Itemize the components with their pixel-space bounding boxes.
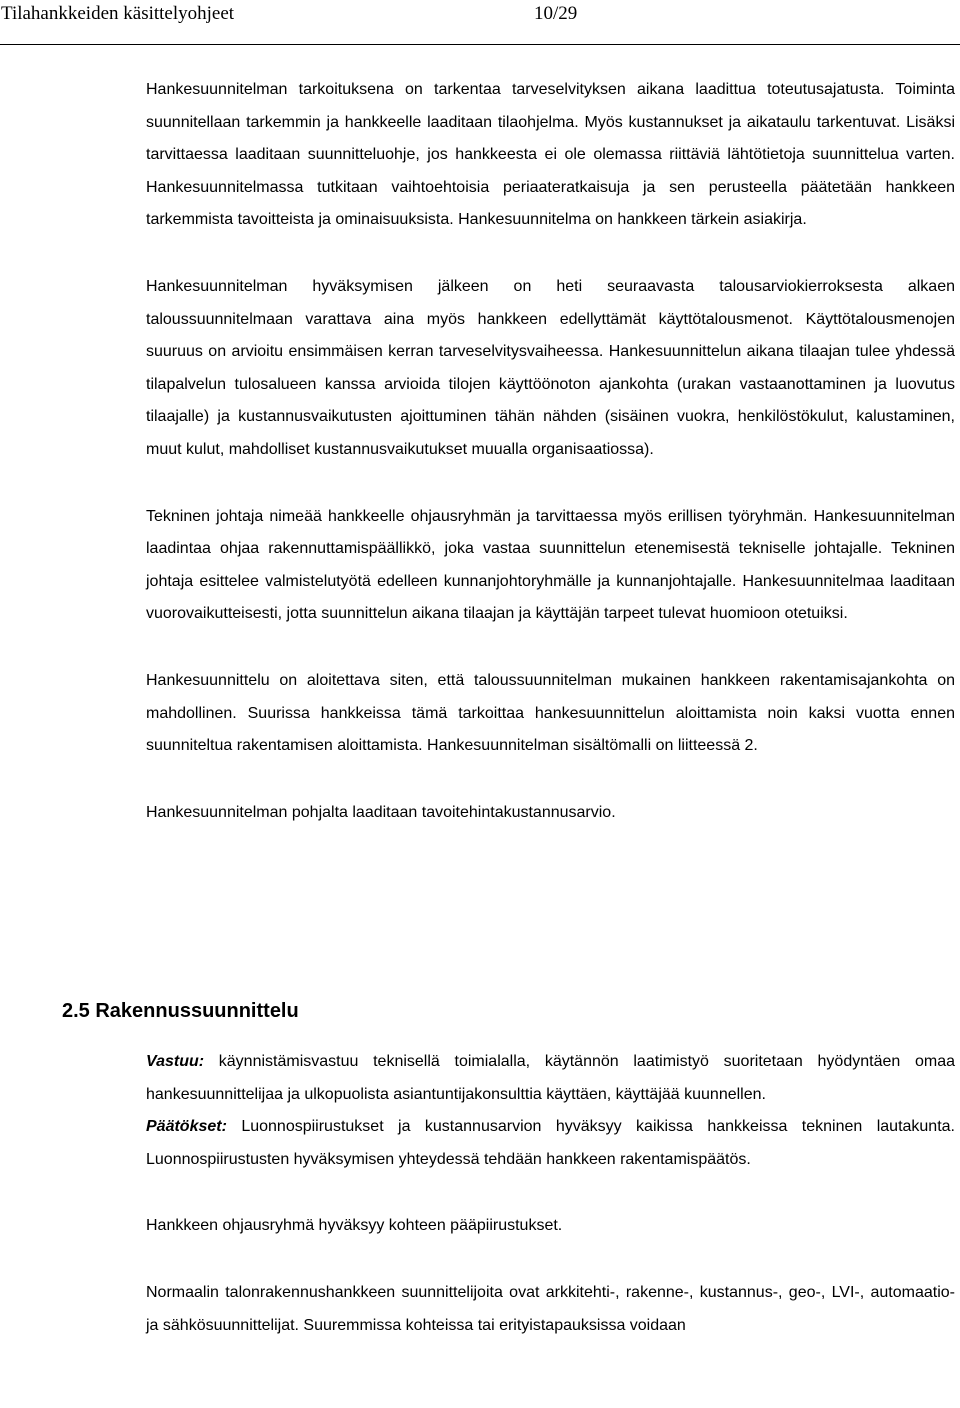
- section-content: [146, 1046, 955, 1376]
- decisions-paragraph: [146, 1111, 955, 1176]
- paragraph-schedule: Hankesuunnittelu on aloitettava siten, että taloussuunnitelman mukainen hankkeen rakentamisajankohta on mahdollinen. Suurissa hankkeissa tämä tarkoittaa hankesuunnittelun aloittamista noin kaksi vuotta ennen suunniteltua rakentamisen aloittamista. Hankesuunnitelman sisältömalli on liitteessä 2.: [146, 671, 955, 755]
- page-header: [0, 0, 960, 50]
- page-number: 10/29: [534, 3, 578, 24]
- paragraph-steering-group: Tekninen johtaja nimeää hankkeelle ohjausryhmän ja tarvittaessa myös erillisen työryhmän. Hankesuunnitelman laadintaa ohjaa rakennuttamispäällikkö, joka vastaa suunnittelun etenemisestä tekniselle johtajalle. Tekninen johtaja esittelee valmistelutyötä edelleen kunnanjohtoryhmälle ja kunnanjohtajalle. Hankesuunnitelmaa laaditaan vuorovaikutteisesti, jotta suunnittelun aikana tilaajan ja käyttäjän tarpeet tulevat huomioon otetuiksi.: [146, 507, 955, 623]
- responsibility-label: Vastuu:: [146, 1053, 205, 1070]
- responsibility-paragraph: [146, 1046, 955, 1111]
- decisions-text: Luonnospiirustukset ja kustannusarvion hyväksyy kaikissa hankkeissa tekninen lautakunta. Luonnospiirustusten hyväksymisen yhteydessä tehdään hankkeen rakentamispäätös.: [146, 1118, 955, 1168]
- paragraph-designers: Normaalin talonrakennushankkeen suunnittelijoita ovat arkkitehti-, rakenne-, kustannus-, geo-, LVI-, automaatio- ja sähkösuunnittelijat. Suuremmissa kohteissa tai erityistapauksissa voidaan: [146, 1283, 955, 1334]
- paragraph-main-drawings: Hankkeen ohjausryhmä hyväksyy kohteen pääpiirustukset.: [146, 1217, 563, 1235]
- paragraph-operating-costs: Hankesuunnitelman hyväksymisen jälkeen on heti seuraavasta talousarviokierroksesta alkaen taloussuunnitelmaan varattava aina myös hankkeen edellyttämät käyttötalousmenot. Käyttötalousmenojen suuruus on arvioitu ensimmäisen kerran tarveselvitysvaiheessa. Hankesuunnittelun aikana tilaajan tulee yhdessä tilapalvelun tulosalueen kanssa arvioida tilojen käyttöönoton ajankohta (urakan vastaanottaminen ja luovutus tilaajalle) ja kustannusvaikutusten ajoittuminen tähän nähden (sisäinen vuokra, henkilöstökulut, kalustaminen, muut kulut, mahdolliset kustannusvaikutukset muualla organisaatiossa).: [146, 277, 955, 458]
- document-title: Tilahankkeiden käsittelyohjeet: [1, 3, 235, 24]
- paragraph-purpose: Hankesuunnitelman tarkoituksena on tarkentaa tarveselvityksen aikana laadittua toteutusajatusta. Toiminta suunnitellaan tarkemmin ja hankkeelle laaditaan tilaohjelma. Myös kustannukset ja aikataulu tarkentuvat. Lisäksi tarvittaessa laaditaan suunnitteluohje, jos hankkeesta ei ole olemassa riittäviä lähtötietoja suunnittelua varten. Hankesuunnitelmassa tutkitaan vaihtoehtoisia periaateratkaisuja ja sen perusteella päätetään hankkeen tarkemmista tavoitteista ja ominaisuuksista. Hankesuunnitelma on hankkeen tärkein asiakirja.: [146, 81, 955, 229]
- header-divider: [0, 44, 960, 45]
- paragraph-cost-estimate: Hankesuunnitelman pohjalta laaditaan tavoitehintakustannusarvio.: [146, 803, 616, 821]
- responsibility-text: käynnistämisvastuu teknisellä toimialalla, käytännön laatimistyö suoritetaan hyödyntäen omaa hankesuunnittelijaa ja ulkopuolista asiantuntijakonsulttia käyttäen, käyttäjää kuunnellen.: [146, 1053, 955, 1103]
- main-content: [146, 74, 955, 863]
- decisions-label: Päätökset:: [146, 1118, 227, 1136]
- section-heading: 2.5 Rakennussuunnittelu: [62, 1000, 299, 1022]
